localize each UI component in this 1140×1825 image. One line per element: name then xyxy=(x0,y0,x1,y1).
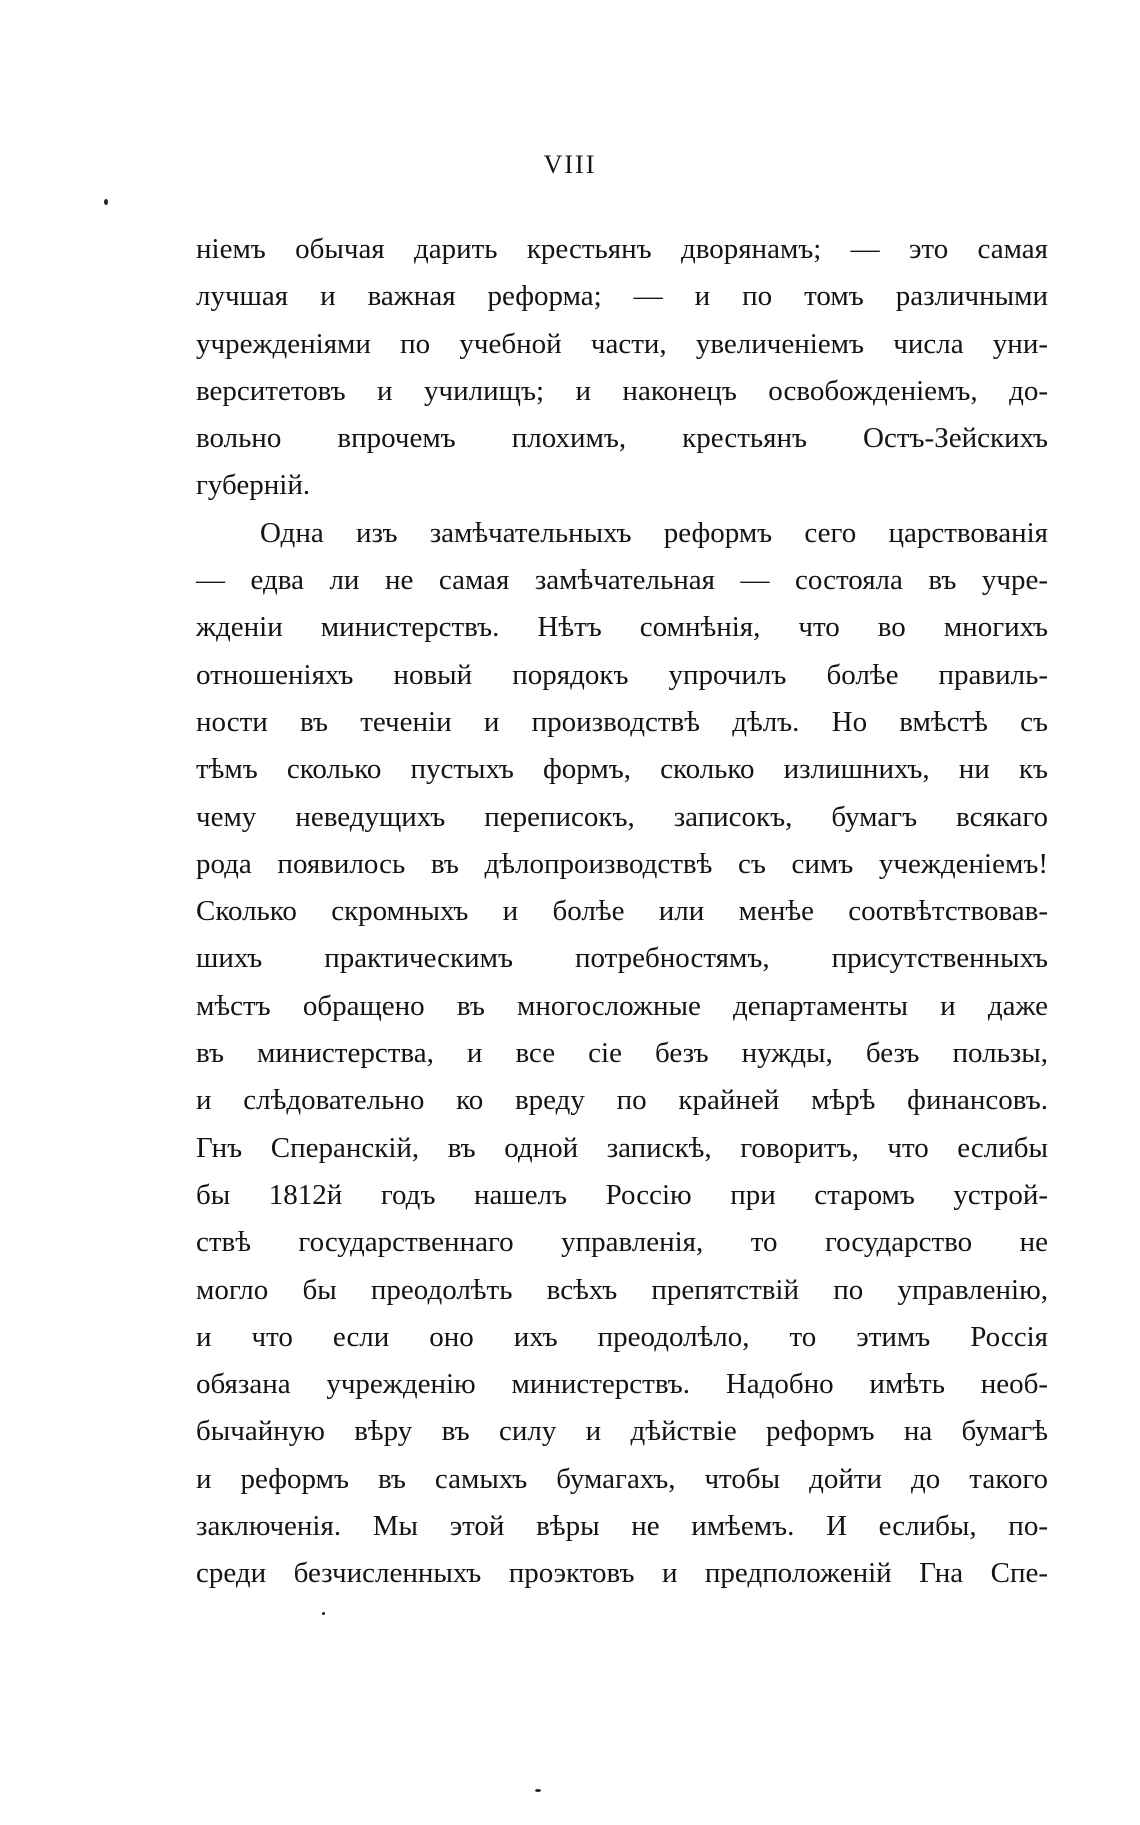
text-line: лучшая и важная реформа; — и по томъ различными xyxy=(196,280,1048,313)
text-line: учрежденiями по учебной части, увеличенiемъ числа уни- xyxy=(196,327,1048,360)
text-line: бычайную вѣру въ силу и дѣйствiе реформъ на бумагѣ xyxy=(196,1415,1048,1448)
text-line: и что если оно ихъ преодолѣло, то этимъ Россiя xyxy=(196,1320,1048,1353)
text-line: и слѣдовательно ко вреду по крайней мѣрѣ финансовъ. xyxy=(196,1084,1048,1117)
text-line: ности въ теченiи и производствѣ дѣлъ. Но вмѣстѣ съ xyxy=(196,705,1048,738)
text-line: обязана учрежденiю министерствъ. Надобно имѣть необ- xyxy=(196,1368,1048,1401)
text-line: бы 1812й годъ нашелъ Россiю при старомъ устрой- xyxy=(196,1178,1048,1211)
text-line: отношенiяхъ новый порядокъ упрочилъ болѣе правиль- xyxy=(196,658,1048,691)
body-text xyxy=(196,226,1048,1598)
ink-speck xyxy=(322,1612,325,1615)
text-line: Сколько скромныхъ и болѣе или менѣе соотвѣтствовав- xyxy=(196,895,1048,928)
text-line: губернiй. xyxy=(196,469,311,502)
text-line: тѣмъ сколько пустыхъ формъ, сколько излишнихъ, ни къ xyxy=(196,753,1048,786)
text-line: чему неведущихъ переписокъ, записокъ, бумагъ всякаго xyxy=(196,800,1048,833)
text-line: заключенiя. Мы этой вѣры не имѣемъ. И еслибы, по- xyxy=(196,1510,1048,1543)
text-line: и реформъ въ самыхъ бумагахъ, чтобы дойти до такого xyxy=(196,1462,1048,1495)
text-line: могло бы преодолѣть всѣхъ препятствiй по управленiю, xyxy=(196,1273,1048,1306)
text-line: верситетовъ и училищъ; и наконецъ освобожденiемъ, до- xyxy=(196,374,1048,407)
text-line: вольно впрочемъ плохимъ, крестьянъ Остъ-Зейскихъ xyxy=(196,422,1048,455)
text-line: шихъ практическимъ потребностямъ, присутственныхъ xyxy=(196,942,1048,975)
text-line: среди безчисленныхъ проэктовъ и предположенiй Гна Спе- xyxy=(196,1557,1048,1590)
text-line: Одна изъ замѣчательныхъ реформъ сего царствованiя xyxy=(260,516,1048,549)
text-line: ствѣ государственнаго управленiя, то государство не xyxy=(196,1226,1048,1259)
text-line: — едва ли не самая замѣчательная — состояла въ учре- xyxy=(196,564,1048,597)
text-line: Гнъ Сперанскiй, въ одной запискѣ, говоритъ, что еслибы xyxy=(196,1131,1048,1164)
text-line: въ министерства, и все сiе безъ нужды, безъ пользы, xyxy=(196,1037,1048,1070)
text-line: жденiи министерствъ. Нѣтъ сомнѣнiя, что во многихъ xyxy=(196,611,1048,644)
ink-speck xyxy=(535,1789,541,1792)
page-number: VIII xyxy=(543,150,597,179)
text-line: нiемъ обычая дарить крестьянъ дворянамъ; — это самая xyxy=(196,233,1048,265)
ink-speck xyxy=(104,199,108,205)
text-line: мѣстъ обращено въ многосложные департаменты и даже xyxy=(196,989,1048,1022)
text-line: рода появилось въ дѣлопроизводствѣ съ симъ учежденiемъ! xyxy=(196,847,1048,880)
